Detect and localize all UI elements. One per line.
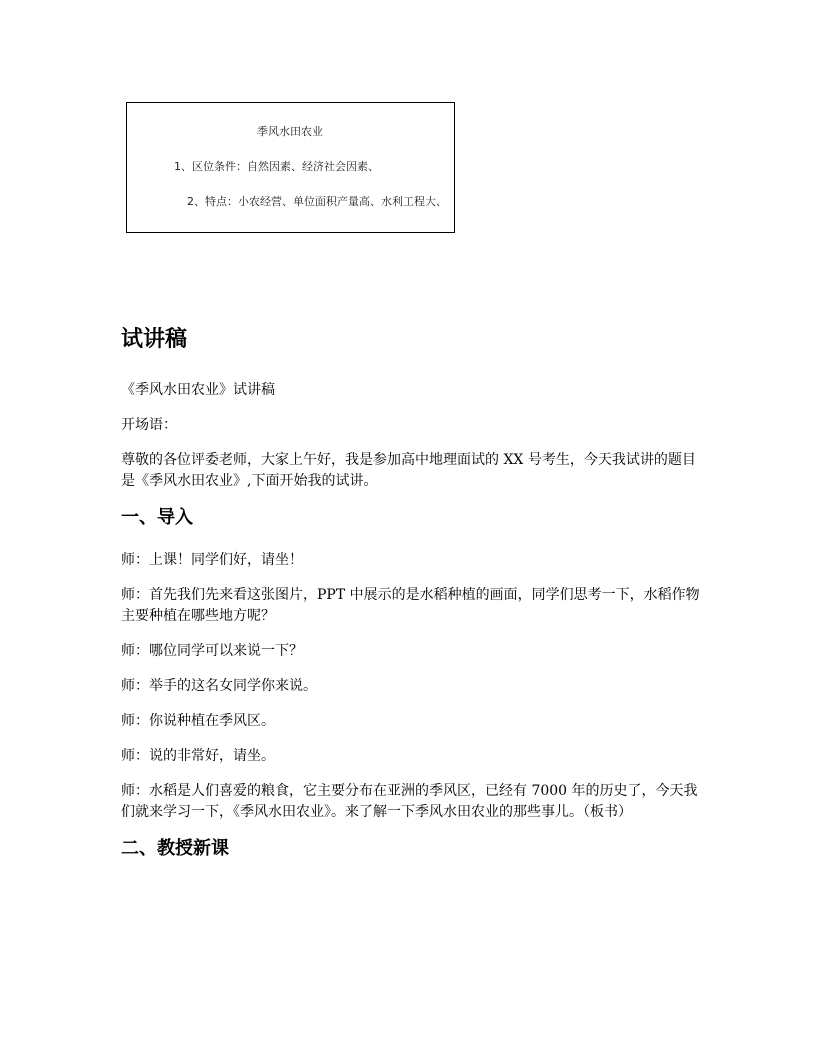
- board-title: 季风水田农业: [257, 125, 323, 138]
- board-point-2: 2、特点：小农经营、单位面积产量高、水利工程大、: [187, 195, 447, 208]
- section-heading-intro: 一、导入: [121, 507, 193, 528]
- dialogue-line: 师：举手的这名女同学你来说。: [121, 678, 317, 694]
- opening-label: 开场语：: [121, 417, 177, 433]
- dialogue-line: 师：哪位同学可以来说一下？: [121, 643, 303, 659]
- document-subtitle: 《季风水田农业》试讲稿: [121, 382, 275, 398]
- dialogue-line: 师：首先我们先来看这张图片，PPT 中展示的是水稻种植的画面，同学们思考一下，水稻作物主要种植在哪些地方呢？: [121, 587, 700, 624]
- section-heading-new-lesson: 二、教授新课: [121, 838, 229, 859]
- dialogue-line: 师：水稻是人们喜爱的粮食，它主要分布在亚洲的季风区，已经有 7000 年的历史了，今天我们就来学习一下，《季风水田农业》。来了解一下季风水田农业的那些事儿。（板书）: [121, 783, 698, 820]
- dialogue-line: 师：上课！同学们好，请坐！: [121, 552, 303, 568]
- board-point-1: 1、区位条件：自然因素、经济社会因素、: [174, 160, 379, 173]
- document-title: 试讲稿: [121, 327, 188, 352]
- dialogue-line: 师：说的非常好，请坐。: [121, 748, 275, 764]
- document-body: [121, 324, 701, 881]
- blackboard-summary-box: [126, 102, 455, 233]
- opening-text: 尊敬的各位评委老师，大家上午好，我是参加高中地理面试的 XX 号考生，今天我试讲的题目是《季风水田农业》,下面开始我的试讲。: [121, 452, 696, 489]
- dialogue-line: 师：你说种植在季风区。: [121, 713, 275, 729]
